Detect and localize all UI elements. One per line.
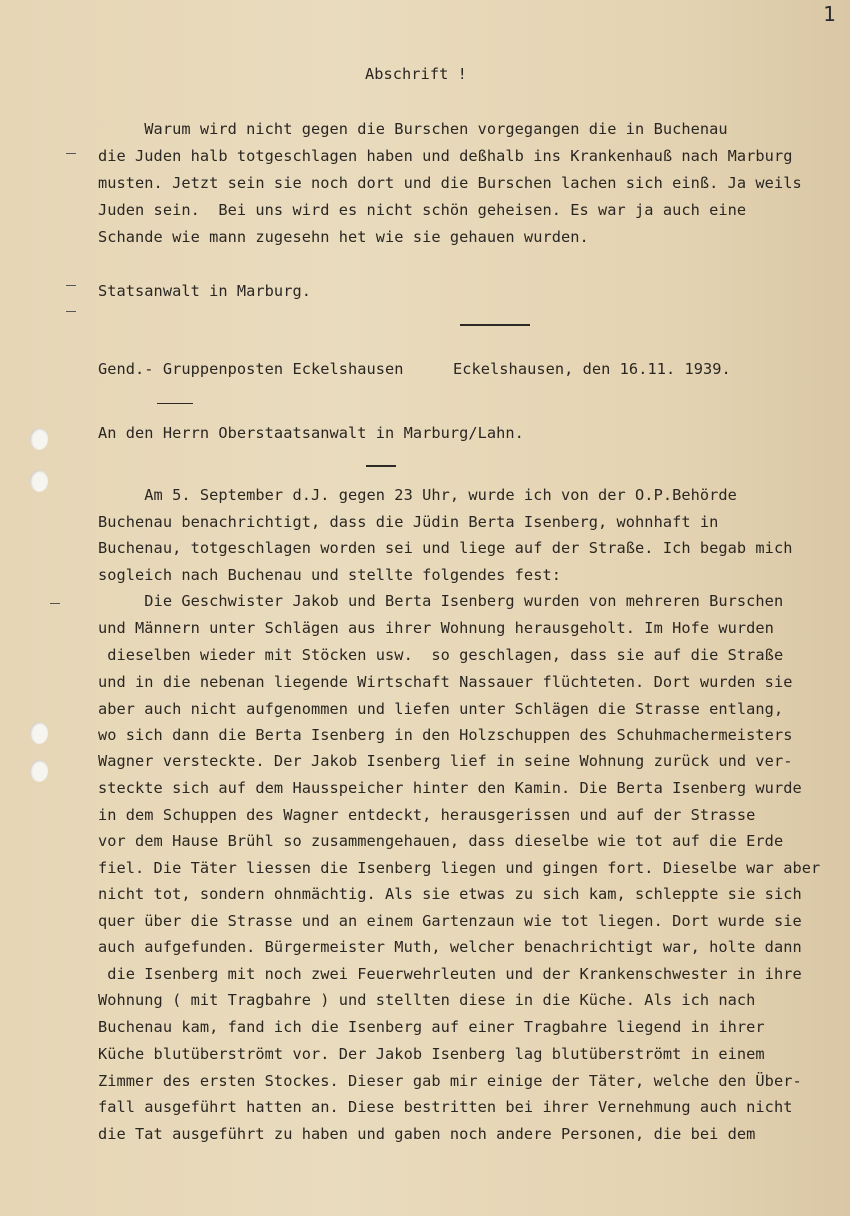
text-line: Zimmer des ersten Stockes. Dieser gab mir einige der Täter, welche den Über- (98, 1072, 802, 1090)
text-line: Küche blutüberströmt vor. Der Jakob Isenberg lag blutüberströmt in einem (98, 1045, 765, 1063)
text-line: Schande wie mann zugesehn het wie sie gehauen wurden. (98, 228, 589, 246)
text-line: Warum wird nicht gegen die Burschen vorgegangen die in Buchenau (98, 120, 728, 138)
text-line: die Tat ausgeführt zu haben und gaben noch andere Personen, die bei dem (98, 1125, 756, 1143)
text-line: dieselben wieder mit Stöcken usw. so geschlagen, dass sie auf die Straße (98, 646, 784, 664)
text-line: vor dem Hause Brühl so zusammengehauen, dass dieselbe wie tot auf die Erde (98, 832, 784, 850)
text-line: steckte sich auf dem Hausspeicher hinter den Kamin. Die Berta Isenberg wurde (98, 779, 802, 797)
punch-hole (30, 428, 48, 450)
text-line: wo sich dann die Berta Isenberg in den Holzschuppen des Schuhmachermeisters (98, 726, 793, 744)
report-sender: Gend.- Gruppenposten Eckelshausen (98, 360, 404, 378)
text-line: Wagner versteckte. Der Jakob Isenberg lief in seine Wohnung zurück und ver- (98, 752, 793, 770)
text-line: in dem Schuppen des Wagner entdeckt, herausgerissen und auf der Strasse (98, 806, 756, 824)
margin-mark (66, 285, 76, 286)
text-line: die Isenberg mit noch zwei Feuerwehrleuten und der Krankenschwester in ihre (98, 965, 802, 983)
text-line: Wohnung ( mit Tragbahre ) und stellten diese in die Küche. Als ich nach (98, 991, 756, 1009)
divider-rule (460, 324, 530, 326)
text-line: Buchenau benachrichtigt, dass die Jüdin Berta Isenberg, wohnhaft in (98, 513, 719, 531)
text-line: Am 5. September d.J. gegen 23 Uhr, wurde ich von der O.P.Behörde (98, 486, 737, 504)
divider-rule (366, 465, 396, 467)
punch-hole (30, 470, 48, 492)
report-recipient: An den Herrn Oberstaatsanwalt in Marburg/Lahn. (98, 424, 524, 442)
divider-rule (157, 403, 193, 404)
text-line: auch aufgefunden. Bürgermeister Muth, welcher benachrichtigt war, holte dann (98, 938, 802, 956)
letter-addressee: Statsanwalt in Marburg. (98, 282, 311, 300)
document-heading: Abschrift ! (365, 65, 467, 83)
text-line: sogleich nach Buchenau und stellte folgendes fest: (98, 566, 561, 584)
text-line: und Männern unter Schlägen aus ihrer Wohnung herausgeholt. Im Hofe wurden (98, 619, 774, 637)
punch-hole (30, 722, 48, 744)
text-line: die Juden halb totgeschlagen haben und deßhalb ins Krankenhauß nach Marburg (98, 147, 793, 165)
report-place-date: Eckelshausen, den 16.11. 1939. (453, 360, 731, 378)
page-number: 1 (823, 2, 836, 26)
text-line: fiel. Die Täter liessen die Isenberg liegen und gingen fort. Dieselbe war aber (98, 859, 821, 877)
margin-mark (50, 603, 60, 604)
text-line: quer über die Strasse und an einem Gartenzaun wie tot liegen. Dort wurde sie (98, 912, 802, 930)
text-line: Die Geschwister Jakob und Berta Isenberg wurden von mehreren Burschen (98, 592, 784, 610)
text-line: nicht tot, sondern ohnmächtig. Als sie etwas zu sich kam, schleppte sie sich (98, 885, 802, 903)
text-line: Juden sein. Bei uns wird es nicht schön geheisen. Es war ja auch eine (98, 201, 747, 219)
text-line: Buchenau, totgeschlagen worden sei und liege auf der Straße. Ich begab mich (98, 539, 793, 557)
text-line: musten. Jetzt sein sie noch dort und die Burschen lachen sich einß. Ja weils (98, 174, 802, 192)
margin-mark (66, 311, 76, 312)
text-line: und in die nebenan liegende Wirtschaft Nassauer flüchteten. Dort wurden sie (98, 673, 793, 691)
text-line: aber auch nicht aufgenommen und liefen unter Schlägen die Strasse entlang, (98, 700, 784, 718)
text-line: Buchenau kam, fand ich die Isenberg auf einer Tragbahre liegend in ihrer (98, 1018, 765, 1036)
margin-mark (66, 153, 76, 154)
punch-hole (30, 760, 48, 782)
text-line: fall ausgeführt hatten an. Diese bestritten bei ihrer Vernehmung auch nicht (98, 1098, 793, 1116)
